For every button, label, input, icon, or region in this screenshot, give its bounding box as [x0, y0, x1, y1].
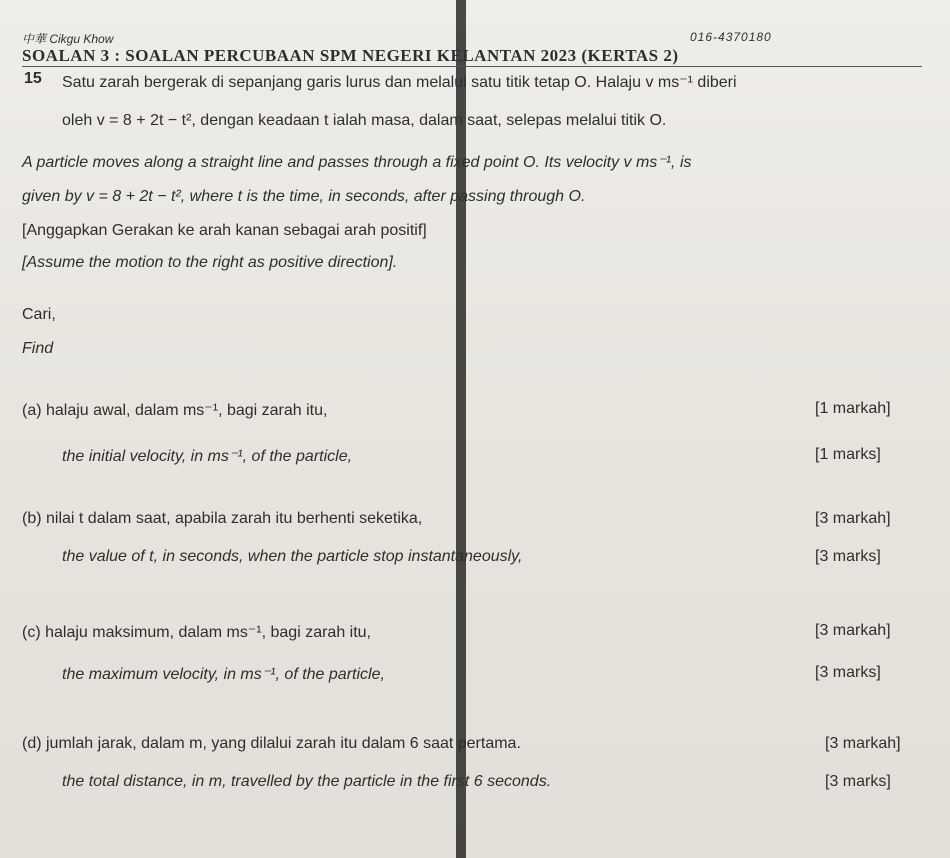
part-d-malay: (d) jumlah jarak, dalam m, yang dilalui zarah itu dalam 6 saat pertama. — [22, 735, 521, 752]
part-a-english-marks: [1 marks] — [815, 446, 881, 463]
part-a-english: the initial velocity, in ms⁻¹, of the particle, — [62, 448, 353, 465]
header-author: 中華 Cikgu Khow — [22, 32, 114, 46]
english-stem-line-2: given by v = 8 + 2t − t², where t is the time, in seconds, after passing through O. — [22, 188, 586, 205]
find-malay: Cari, — [22, 306, 56, 323]
part-c-malay-marks: [3 markah] — [815, 622, 891, 639]
part-a-malay-marks: [1 markah] — [815, 400, 891, 417]
part-d-english-marks: [3 marks] — [825, 773, 891, 790]
part-d-malay-marks: [3 markah] — [825, 735, 901, 752]
part-b-english-marks: [3 marks] — [815, 548, 881, 565]
question-number: 15 — [24, 70, 42, 87]
malay-stem-line-1: Satu zarah bergerak di sepanjang garis lurus dan melalui satu titik tetap O. Halaju v ms⁻¹ diberi — [62, 74, 737, 91]
part-b-malay-marks: [3 markah] — [815, 510, 891, 527]
page-title: SOALAN 3 : SOALAN PERCUBAAN SPM NEGERI KELANTAN 2023 (KERTAS 2) — [22, 46, 679, 65]
part-b-malay: (b) nilai t dalam saat, apabila zarah itu berhenti seketika, — [22, 510, 423, 527]
part-b-english: the value of t, in seconds, when the particle stop instantaneously, — [62, 548, 523, 565]
english-stem-line-1: A particle moves along a straight line and passes through a fixed point O. Its velocity v ms⁻¹, is — [22, 154, 692, 171]
find-english: Find — [22, 340, 54, 357]
header-phone: 016-4370180 — [690, 30, 772, 44]
malay-assumption: [Anggapkan Gerakan ke arah kanan sebagai arah positif] — [22, 222, 427, 239]
malay-stem-line-2: oleh v = 8 + 2t − t², dengan keadaan t ialah masa, dalam saat, selepas melalui titik O. — [62, 112, 667, 129]
part-d-english: the total distance, in m, travelled by the particle in the first 6 seconds. — [62, 773, 552, 790]
title-rule — [22, 66, 922, 67]
part-c-malay: (c) halaju maksimum, dalam ms⁻¹, bagi zarah itu, — [22, 624, 371, 641]
english-assumption: [Assume the motion to the right as positive direction]. — [22, 254, 398, 271]
part-c-english: the maximum velocity, in ms⁻¹, of the particle, — [62, 666, 385, 683]
part-a-malay: (a) halaju awal, dalam ms⁻¹, bagi zarah itu, — [22, 402, 328, 419]
part-c-english-marks: [3 marks] — [815, 664, 881, 681]
